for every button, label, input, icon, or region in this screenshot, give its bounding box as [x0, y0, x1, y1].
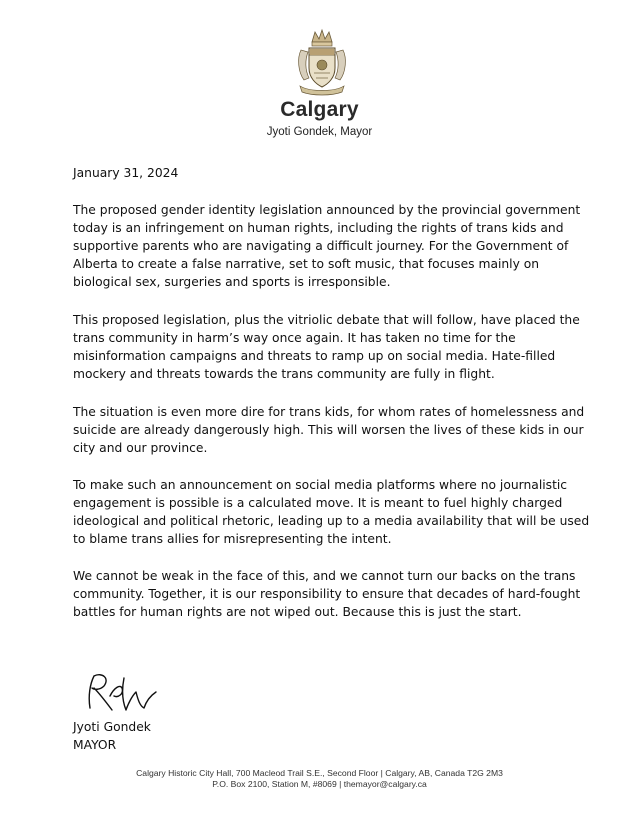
paragraph-5: We cannot be weak in the face of this, and we cannot turn our backs on the trans community. Together, it is our responsibility to ensure that decades of hard-fought battles for human rights are not wiped out. Because this is just the start. [73, 569, 581, 619]
letterhead-subtitle: Jyoti Gondek, Mayor [266, 126, 373, 138]
handwritten-signature-icon [80, 670, 160, 720]
city-brand-name: Calgary [280, 98, 359, 121]
footer-contact: P.O. Box 2100, Station M, #8069 | themayor@calgary.ca [212, 779, 427, 789]
paragraph-4: To make such an announcement on social media platforms where no journalistic engagement is possible is a calculated move. It is meant to fuel highly charged ideological and political rhetoric, leading up to a media availability that will be used to blame trans allies for misrepresenting the intent. [73, 478, 590, 546]
paragraph-3: The situation is even more dire for trans kids, for whom rates of homelessness and suicide are already dangerously high. This will worsen the lives of these kids in our city and our province. [73, 405, 585, 455]
city-crest-icon [295, 28, 349, 96]
signatory-name: Jyoti Gondek [73, 720, 151, 734]
footer-address: Calgary Historic City Hall, 700 Macleod Trail S.E., Second Floor | Calgary, AB, Canada T2G 2M3 [136, 768, 503, 778]
signatory-title: MAYOR [73, 738, 117, 752]
letter-date: January 31, 2024 [73, 166, 179, 180]
paragraph-1: The proposed gender identity legislation announced by the provincial government today is an infringement on human rights, including the rights of trans kids and supportive parents who are navigating a difficult journey. For the Government of Alberta to create a false narrative, set to soft music, that focuses mainly on biological sex, surgeries and sports is irresponsible. [73, 203, 581, 289]
paragraph-2: This proposed legislation, plus the vitriolic debate that will follow, have placed the trans community in harm’s way once again. It has taken no time for the misinformation campaigns and threats to ramp up on social media. Hate-filled mockery and threats towards the trans community are fully in flight. [73, 313, 580, 381]
